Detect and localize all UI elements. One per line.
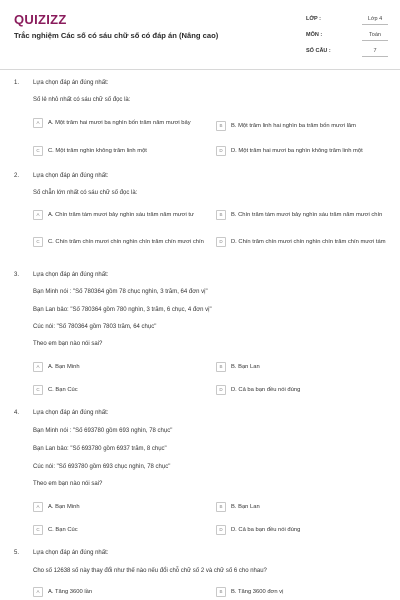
- header-divider: [0, 69, 400, 70]
- quizizz-logo: QUIZIZZ: [14, 12, 67, 27]
- option-letter-box: A: [33, 502, 43, 512]
- meta-label: LỚP :: [306, 16, 321, 22]
- option-letter-box: A: [33, 362, 43, 372]
- option-letter-box: A: [33, 210, 43, 220]
- worksheet-header: [0, 0, 400, 70]
- question-text: Bạn Lan bảo: "Số 693780 gồm 6937 trăm, 8 chục": [33, 446, 167, 452]
- question-text: Theo em bạn nào nói sai?: [33, 481, 103, 487]
- question-prompt: Lựa chọn đáp án đúng nhất:: [33, 80, 109, 86]
- option-letter-box: C: [33, 525, 43, 535]
- question-text: Số lẻ nhỏ nhất có sáu chữ số đọc là:: [33, 97, 131, 103]
- question-number: 5.: [14, 550, 20, 556]
- option-text: B. Bạn Lan: [231, 504, 260, 510]
- question-prompt: Lựa chọn đáp án đúng nhất:: [33, 173, 109, 179]
- question-number: 4.: [14, 410, 20, 416]
- meta-row-grade: [306, 16, 386, 32]
- question-text: Bạn Minh nói : "Số 693780 gồm 693 nghìn, 78 chục": [33, 428, 173, 434]
- option-letter-box: B: [216, 121, 226, 131]
- question-number: 3.: [14, 272, 20, 278]
- meta-row-count: [306, 48, 386, 64]
- option-text: C. Bạn Cúc: [48, 387, 78, 393]
- option-text: B. Một trăm linh hai nghìn ba trăm bốn mươi lăm: [231, 123, 356, 129]
- option-letter-box: D: [216, 525, 226, 535]
- option-letter-box: C: [33, 237, 43, 247]
- option-letter-box: A: [33, 587, 43, 597]
- option-letter-box: B: [216, 362, 226, 372]
- worksheet-meta: [306, 16, 386, 64]
- question-text: Số chẵn lớn nhất có sáu chữ số đọc là:: [33, 190, 138, 196]
- meta-row-subject: [306, 32, 386, 48]
- option-text: B. Chín trăm tám mươi bảy nghìn sáu trăm năm mươi chín: [231, 212, 383, 218]
- option-letter-box: A: [33, 118, 43, 128]
- option-text: A. Chín trăm tám mươi bảy nghìn sáu trăm năm mươi tư: [48, 212, 194, 218]
- question-number: 2.: [14, 173, 20, 179]
- option-text: B. Bạn Lan: [231, 364, 260, 370]
- worksheet-title: Trắc nghiệm Các số có sáu chữ số có đáp án (Nâng cao): [14, 31, 219, 40]
- meta-label: MÔN :: [306, 32, 323, 38]
- option-text: D. Cả ba bạn đều nói đúng: [231, 387, 301, 393]
- option-letter-box: B: [216, 502, 226, 512]
- option-letter-box: B: [216, 587, 226, 597]
- question-number: 1.: [14, 80, 20, 86]
- question-text: Cúc nói: "Số 780364 gồm 7803 trăm, 64 chục": [33, 324, 157, 330]
- option-text: C. Chín trăm chín mươi chín nghìn chín trăm chín mươi chín: [48, 239, 204, 245]
- meta-label: SỐ CÂU :: [306, 48, 331, 54]
- option-text: C. Một trăm nghìn không trăm linh một: [48, 148, 147, 154]
- option-letter-box: C: [33, 385, 43, 395]
- option-letter-box: D: [216, 237, 226, 247]
- option-letter-box: B: [216, 210, 226, 220]
- question-text: Cho số 12638 số này thay đổi như thế nào nếu đổi chỗ chữ số 2 và chữ số 6 cho nhau?: [33, 568, 267, 574]
- option-text: D. Một trăm hai mươi ba nghìn không trăm linh một: [231, 148, 363, 154]
- question-text: Bạn Lan bảo: "Số 780364 gồm 780 nghìn, 3 trăm, 6 chục, 4 đơn vị": [33, 307, 212, 313]
- option-letter-box: D: [216, 146, 226, 156]
- meta-value: Lớp 4: [362, 16, 388, 25]
- question-prompt: Lựa chọn đáp án đúng nhất:: [33, 410, 109, 416]
- question-prompt: Lựa chọn đáp án đúng nhất:: [33, 550, 109, 556]
- option-text: A. Bạn Minh: [48, 364, 80, 370]
- option-text: B. Tăng 3600 đơn vị: [231, 589, 284, 595]
- option-letter-box: D: [216, 385, 226, 395]
- option-text: A. Tăng 3600 lần: [48, 589, 93, 595]
- option-text: A. Một trăm hai mươi ba nghìn bốn trăm năm mươi bảy: [48, 120, 191, 126]
- option-letter-box: C: [33, 146, 43, 156]
- meta-value: 7: [362, 48, 388, 57]
- question-text: Bạn Minh nói : "Số 780364 gồm 78 chục nghìn, 3 trăm, 64 đơn vị": [33, 289, 208, 295]
- meta-value: Toán: [362, 32, 388, 41]
- option-text: D. Chín trăm chín mươi chín nghìn chín trăm chín mươi tám: [231, 239, 386, 245]
- option-text: D. Cả ba bạn đều nói đúng: [231, 527, 301, 533]
- question-prompt: Lựa chọn đáp án đúng nhất:: [33, 272, 109, 278]
- option-text: A. Bạn Minh: [48, 504, 80, 510]
- question-text: Theo em bạn nào nói sai?: [33, 341, 103, 347]
- option-text: C. Bạn Cúc: [48, 527, 78, 533]
- question-text: Cúc nói: "Số 693780 gồm 693 chục nghìn, 78 chục": [33, 464, 171, 470]
